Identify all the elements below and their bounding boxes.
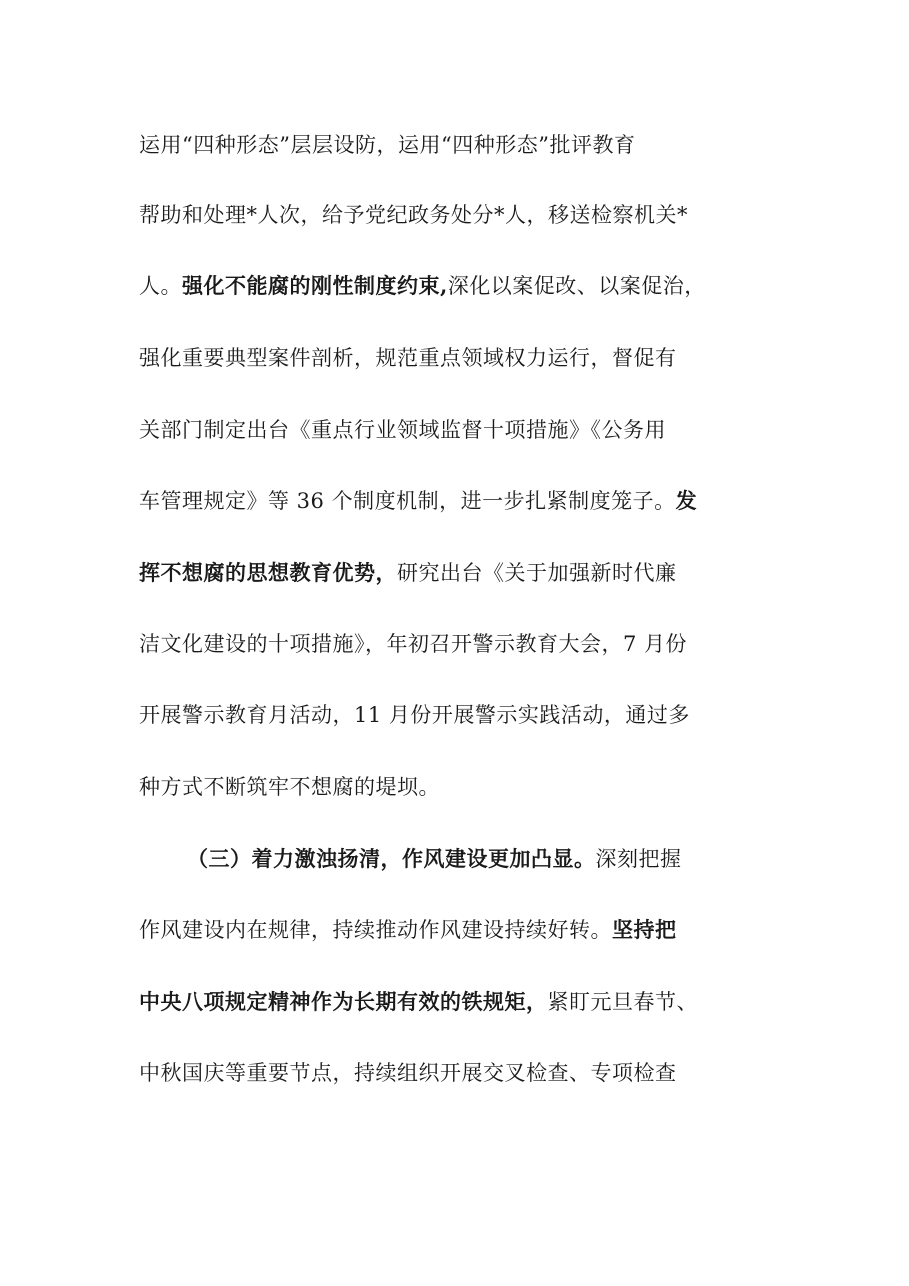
text-run: 中秋国庆等重要节点，持续组织开展交叉检查、专项检查 [139,1061,677,1085]
bold-heading-run: 中央八项规定精神作为长期有效的铁规矩， [139,989,548,1014]
text-run: 研究出台《关于加强新时代廉 [397,561,677,585]
text-run: 车管理规定》等 36 个制度机制，进一步扎紧制度笼子。 [139,489,676,513]
bold-heading-run: 发 [675,488,698,513]
text-line [139,910,677,950]
text-line [139,195,688,235]
text-run: 作风建设内在规律，持续推动作风建设持续好转。 [139,918,612,942]
text-run: 强化重要典型案件剖析，规范重点领域权力运行，督促有 [139,346,677,370]
text-run: 深刻把握 [595,847,682,871]
text-run: 运用“四种形态”层层设防，运用“四种形态”批评教育 [139,133,636,157]
bold-heading-run: 挥不想腐的思想教育优势， [139,560,397,585]
text-line [139,553,677,593]
text-line [139,1053,677,1093]
text-run: 种方式不断筑牢不想腐的堤坝。 [139,775,440,799]
text-line [139,624,687,664]
text-run: 帮助和处理*人次，给予党纪政务处分*人，移送检察机关* [139,203,688,227]
text-run: 开展警示教育月活动，11 月份开展警示实践活动，通过多 [139,703,690,727]
text-line [187,839,682,879]
bold-heading-run: 强化不能腐的刚性制度约束, [182,273,448,298]
bold-heading-run: 坚持把 [612,917,677,942]
text-line [139,125,635,165]
text-run: 关部门制定出台《重点行业领域监督十项措施》《公务用 [139,418,666,442]
text-line [139,982,698,1022]
text-line [139,410,666,450]
section-heading-run: （三）着力激浊扬清，作风建设更加凸显。 [187,846,596,871]
text-run: 紧盯元旦春节、 [547,990,698,1014]
text-run: 深化以案促改、以案促治， [447,274,706,298]
text-line [139,266,706,306]
text-line [139,767,440,807]
text-line [139,695,690,735]
text-run: 洁文化建设的十项措施》，年初召开警示教育大会，7 月份 [139,632,688,656]
text-line [139,338,677,378]
text-line [139,481,697,521]
text-run: 人。 [139,274,182,298]
